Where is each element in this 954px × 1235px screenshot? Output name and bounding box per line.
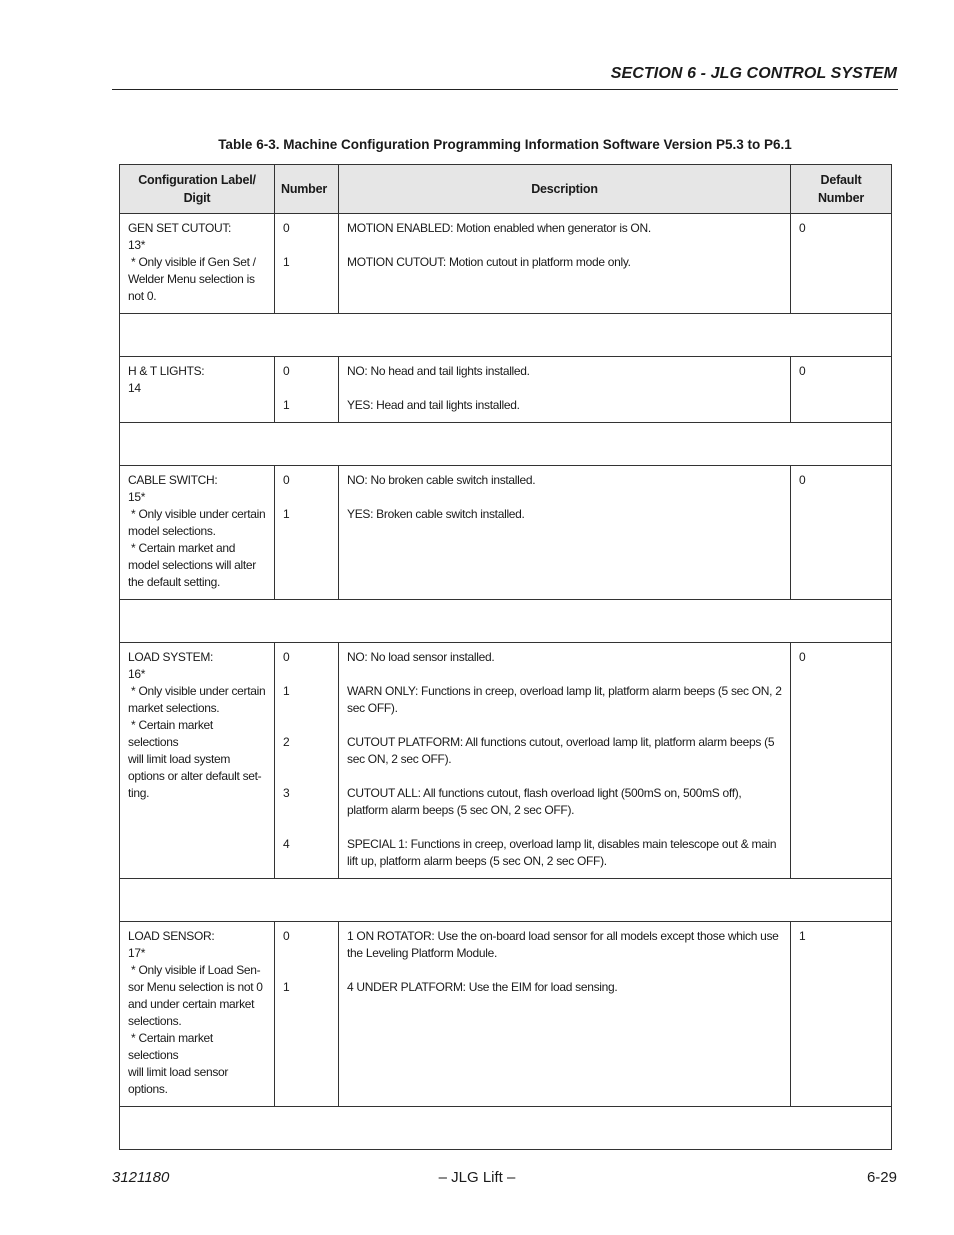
option-number: 1 bbox=[283, 980, 290, 994]
option-number: 3 bbox=[283, 786, 290, 800]
option-number: 0 bbox=[283, 473, 290, 487]
table-row bbox=[120, 922, 892, 1107]
config-label-line: selections. bbox=[128, 1014, 182, 1028]
spacer-row bbox=[120, 423, 892, 466]
config-label-line: Welder Menu selection is bbox=[128, 272, 255, 286]
config-label-line: H & T LIGHTS: bbox=[128, 364, 205, 378]
default-value: 0 bbox=[799, 650, 806, 664]
option-number: 1 bbox=[283, 398, 290, 412]
config-label-line: ting. bbox=[128, 786, 150, 800]
spacer-row bbox=[120, 600, 892, 643]
config-description-cell bbox=[339, 643, 791, 879]
option-description: NO: No load sensor installed. bbox=[347, 650, 495, 664]
config-label-line: not 0. bbox=[128, 289, 157, 303]
table-body bbox=[120, 214, 892, 1150]
option-number: 0 bbox=[283, 364, 290, 378]
config-label-line: will limit load system bbox=[128, 752, 231, 766]
config-label-line: CABLE SWITCH: bbox=[128, 473, 218, 487]
option-number: 4 bbox=[283, 837, 290, 851]
option-description: CUTOUT ALL: All functions cutout, flash overload light (500mS on, 500mS off), platform alarm beeps (5 sec ON, 2 sec OFF). bbox=[347, 786, 745, 817]
option-number: 0 bbox=[283, 221, 290, 235]
default-value: 1 bbox=[799, 929, 806, 943]
config-label-line: model selections. bbox=[128, 524, 216, 538]
footer-doc-number: 3121180 bbox=[112, 1169, 170, 1186]
footer-center: – JLG Lift – bbox=[438, 1169, 516, 1186]
config-description-cell bbox=[339, 466, 791, 600]
config-number-cell bbox=[275, 922, 339, 1107]
config-label-line: * Only visible if Load Sen- bbox=[128, 963, 261, 977]
default-value: 0 bbox=[799, 364, 806, 378]
option-number: 2 bbox=[283, 735, 290, 749]
config-table bbox=[119, 164, 892, 1150]
config-label-line: options. bbox=[128, 1082, 168, 1096]
option-description: YES: Head and tail lights installed. bbox=[347, 398, 520, 412]
table-row bbox=[120, 643, 892, 879]
config-label-line: market selections. bbox=[128, 701, 220, 715]
config-label-line: LOAD SENSOR: bbox=[128, 929, 215, 943]
option-description: WARN ONLY: Functions in creep, overload lamp lit, platform alarm beeps (5 sec ON, 2 sec OFF). bbox=[347, 684, 785, 715]
config-number-cell bbox=[275, 643, 339, 879]
spacer-cell bbox=[120, 600, 892, 643]
option-description: SPECIAL 1: Functions in creep, overload lamp lit, disables main telescope out & main lift up, platform alarm beeps (5 sec ON, 2 sec OFF). bbox=[347, 837, 780, 868]
config-label-line: * Only visible if Gen Set / bbox=[128, 255, 256, 269]
option-number: 0 bbox=[283, 650, 290, 664]
spacer-cell bbox=[120, 879, 892, 922]
config-number-cell bbox=[275, 357, 339, 423]
table-header-row bbox=[120, 165, 892, 214]
option-description: MOTION CUTOUT: Motion cutout in platform mode only. bbox=[347, 255, 631, 269]
config-default-cell bbox=[791, 214, 892, 314]
config-label-line: * Only visible under certain bbox=[128, 507, 266, 521]
config-default-cell bbox=[791, 643, 892, 879]
config-label-line: 15* bbox=[128, 490, 146, 504]
config-default-cell bbox=[791, 357, 892, 423]
table-row bbox=[120, 357, 892, 423]
config-label-line: * Certain market selections bbox=[128, 718, 216, 749]
option-description: NO: No broken cable switch installed. bbox=[347, 473, 536, 487]
config-label-line: * Only visible under certain bbox=[128, 684, 266, 698]
config-description-cell bbox=[339, 214, 791, 314]
config-label-cell bbox=[120, 357, 275, 423]
option-description: CUTOUT PLATFORM: All functions cutout, overload lamp lit, platform alarm beeps (5 sec ON, 2 sec OFF). bbox=[347, 735, 778, 766]
spacer-cell bbox=[120, 1107, 892, 1150]
option-number: 1 bbox=[283, 684, 290, 698]
config-label-line: * Certain market and bbox=[128, 541, 236, 555]
config-label-line: * Certain market selections bbox=[128, 1031, 216, 1062]
option-description: 4 UNDER PLATFORM: Use the EIM for load sensing. bbox=[347, 980, 618, 994]
option-description: MOTION ENABLED: Motion enabled when generator is ON. bbox=[347, 221, 651, 235]
option-number: 1 bbox=[283, 507, 290, 521]
option-number: 1 bbox=[283, 255, 290, 269]
config-label-line: will limit load sensor bbox=[128, 1065, 229, 1079]
col-header-number: Number bbox=[275, 165, 339, 214]
config-label-line: GEN SET CUTOUT: bbox=[128, 221, 232, 235]
table-row bbox=[120, 466, 892, 600]
col-header-default: Default Number bbox=[791, 165, 892, 214]
spacer-cell bbox=[120, 314, 892, 357]
table-row bbox=[120, 214, 892, 314]
config-label-line: and under certain market bbox=[128, 997, 255, 1011]
col-header-description: Description bbox=[339, 165, 791, 214]
config-label-line: 17* bbox=[128, 946, 146, 960]
default-value: 0 bbox=[799, 473, 806, 487]
config-label-line: options or alter default set- bbox=[128, 769, 262, 783]
config-description-cell bbox=[339, 922, 791, 1107]
config-label-line: sor Menu selection is not 0 bbox=[128, 980, 263, 994]
config-label-line: the default setting. bbox=[128, 575, 221, 589]
option-number: 0 bbox=[283, 929, 290, 943]
config-label-cell bbox=[120, 466, 275, 600]
config-label-line: model selections will alter bbox=[128, 558, 256, 572]
spacer-row bbox=[120, 879, 892, 922]
spacer-cell bbox=[120, 423, 892, 466]
config-description-cell bbox=[339, 357, 791, 423]
col-header-label: Configuration Label/ Digit bbox=[120, 165, 275, 214]
default-value: 0 bbox=[799, 221, 806, 235]
config-default-cell bbox=[791, 922, 892, 1107]
config-number-cell bbox=[275, 214, 339, 314]
option-description: 1 ON ROTATOR: Use the on-board load sensor for all models except those which use the Leveling Platform Module. bbox=[347, 929, 782, 960]
footer-page-number: 6-29 bbox=[866, 1169, 897, 1186]
config-default-cell bbox=[791, 466, 892, 600]
section-header: SECTION 6 - JLG CONTROL SYSTEM bbox=[610, 65, 897, 82]
config-label-line: 16* bbox=[128, 667, 146, 681]
config-label-line: LOAD SYSTEM: bbox=[128, 650, 214, 664]
config-label-cell bbox=[120, 643, 275, 879]
option-description: YES: Broken cable switch installed. bbox=[347, 507, 525, 521]
config-label-cell bbox=[120, 922, 275, 1107]
config-number-cell bbox=[275, 466, 339, 600]
header-rule bbox=[112, 89, 898, 90]
option-description: NO: No head and tail lights installed. bbox=[347, 364, 530, 378]
config-label-cell bbox=[120, 214, 275, 314]
config-label-line: 14 bbox=[128, 381, 141, 395]
spacer-row bbox=[120, 1107, 892, 1150]
config-label-line: 13* bbox=[128, 238, 146, 252]
table-title: Table 6-3. Machine Configuration Programming Information Software Version P5.3 to P6.1 bbox=[218, 137, 792, 152]
spacer-row bbox=[120, 314, 892, 357]
